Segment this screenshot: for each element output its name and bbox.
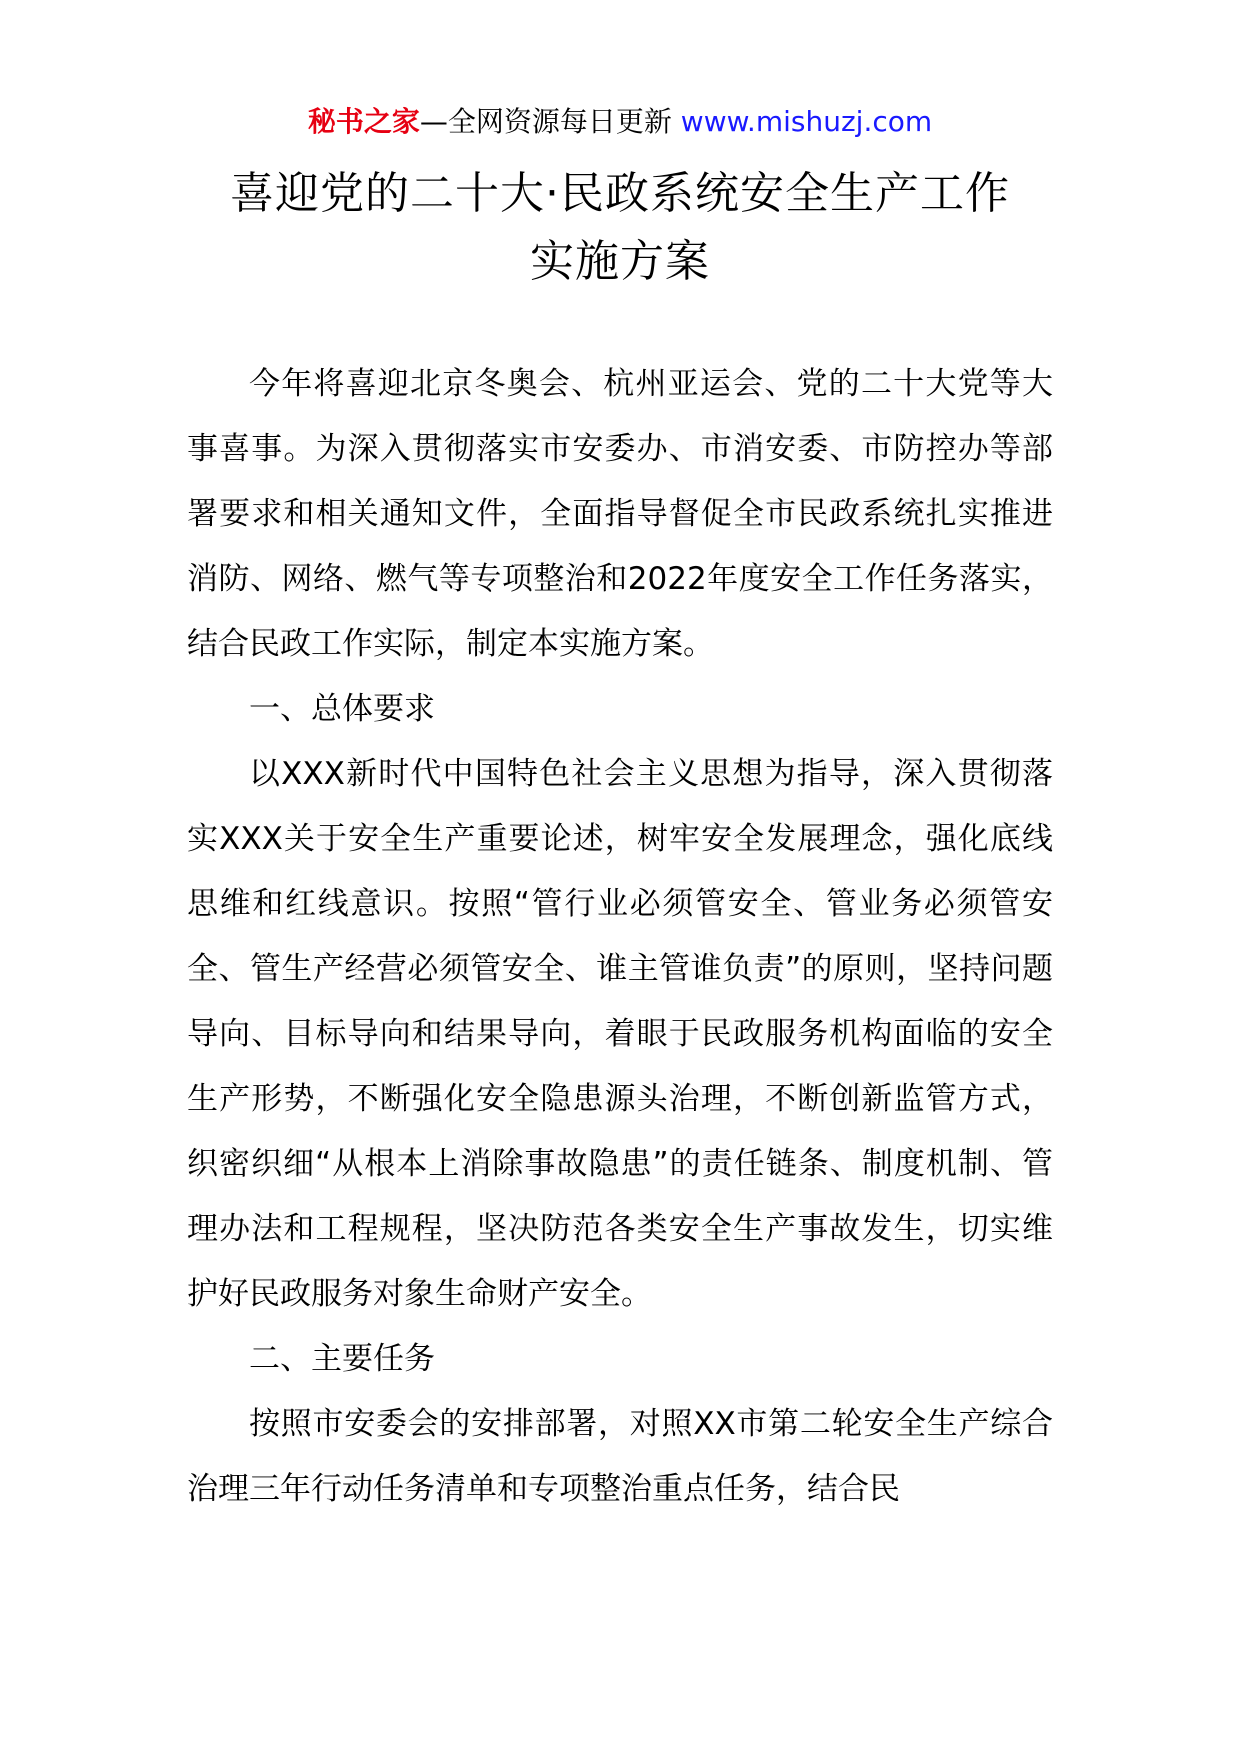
section-2-paragraph: 按照市安委会的安排部署，对照XX市第二轮安全生产综合治理三年行动任务清单和专项整治重点任务，结合民 [187,1406,1053,1507]
section-1-paragraph: 以XXX新时代中国特色社会主义思想为指导，深入贯彻落实XXX关于安全生产重要论述，树牢安全发展理念，强化底线思维和红线意识。按照“管行业必须管安全、管业务必须管安全、管生产经营必须管安全、谁主管谁负责”的原则，坚持问题导向、目标导向和结果导向，着眼于民政服务机构面临的安全生产形势，不断强化安全隐患源头治理，不断创新监管方式，织密织细“从根本上消除事故隐患”的责任链条、制度机制、管理办法和工程规程，坚决防范各类安全生产事故发生，切实维护好民政服务对象生命财产安全。 [187,756,1053,1312]
site-url-link[interactable]: www.mishuzj.com [680,105,933,138]
brand-name: 秘书之家 [307,105,420,138]
title-line-1: 喜迎党的二十大·民政系统安全生产工作 [230,168,1010,219]
site-header [0,102,1240,142]
document-body [187,352,1053,1522]
title-line-2: 实施方案 [530,236,710,287]
header-tagline: —全网资源每日更新 [419,105,672,138]
section-heading-1: 一、总体要求 [249,691,435,727]
intro-paragraph: 今年将喜迎北京冬奥会、杭州亚运会、党的二十大党等大事喜事。为深入贯彻落实市安委办、市消安委、市防控办等部署要求和相关通知文件，全面指导督促全市民政系统扎实推进消防、网络、燃气等专项整治和2022年度安全工作任务落实，结合民政工作实际，制定本实施方案。 [187,366,1053,662]
document-title [140,160,1100,296]
section-heading-2: 二、主要任务 [249,1341,435,1377]
